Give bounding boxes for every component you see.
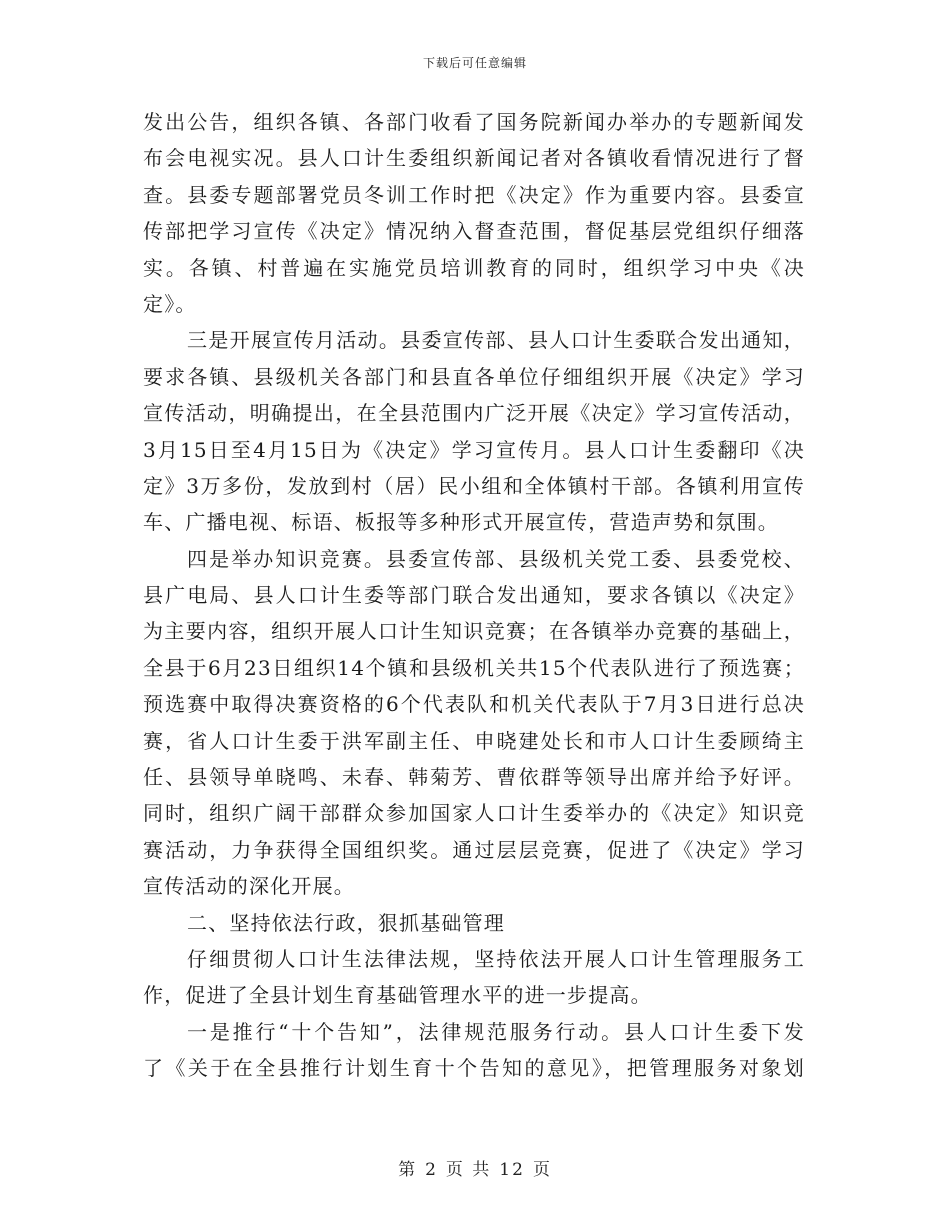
text-line: 预选赛中取得决赛资格的6个代表队和机关代表队于7月3日进行总决 — [143, 692, 805, 717]
text-line: 宣传活动的深化开展。 — [143, 874, 355, 899]
paragraph-start-line: 仔细贯彻人口计生法律法规，坚持依法开展人口计生管理服务工 — [187, 946, 805, 971]
text-line: 了《关于在全县推行计划生育十个告知的意见》，把管理服务对象划 — [143, 1056, 805, 1081]
text-line: 查。县委专题部署党员冬训工作时把《决定》作为重要内容。县委宣 — [143, 182, 805, 207]
page-label-suffix: 页 — [532, 1160, 552, 1180]
text-line: 定》。 — [143, 291, 197, 316]
section-heading: 二、坚持依法行政，狠抓基础管理 — [187, 910, 505, 935]
text-line: 作，促进了全县计划生育基础管理水平的进一步提高。 — [143, 983, 652, 1008]
page-label-mid: 页 共 — [445, 1160, 492, 1180]
text-line: 县广电局、县人口计生委等部门联合发出通知，要求各镇以《决定》 — [143, 583, 805, 608]
text-line: 定》3万多份，发放到村（居）民小组和全体镇村干部。各镇利用宣传 — [143, 473, 805, 498]
text-line: 3月15日至4月15日为《决定》学习宣传月。县人口计生委翻印《决 — [143, 437, 805, 462]
text-line: 为主要内容，组织开展人口计生知识竞赛；在各镇举办竞赛的基础上， — [143, 619, 805, 644]
document-body — [143, 104, 805, 1087]
text-line: 宣传活动，明确提出，在全县范围内广泛开展《决定》学习宣传活动， — [143, 401, 805, 426]
paragraph-start-line: 一是推行“十个告知”，法律规范服务行动。县人口计生委下发 — [187, 1019, 805, 1044]
text-line: 赛，省人口计生委于洪军副主任、申晓建处长和市人口计生委顾绮主 — [143, 728, 805, 753]
paragraph-start-line: 四是举办知识竞赛。县委宣传部、县级机关党工委、县委党校、 — [187, 546, 805, 571]
text-line: 任、县领导单晓鸣、未春、韩菊芳、曹依群等领导出席并给予好评。 — [143, 765, 805, 790]
text-line: 传部把学习宣传《决定》情况纳入督查范围，督促基层党组织仔细落 — [143, 219, 805, 244]
total-pages-number: 12 — [499, 1160, 525, 1180]
text-line: 车、广播电视、标语、板报等多种形式开展宣传，营造声势和氛围。 — [143, 510, 779, 535]
text-line: 实。各镇、村普遍在实施党员培训教育的同时，组织学习中央《决 — [143, 255, 805, 280]
text-line: 布会电视实况。县人口计生委组织新闻记者对各镇收看情况进行了督 — [143, 146, 805, 171]
text-line: 同时，组织广阔干部群众参加国家人口计生委举办的《决定》知识竞 — [143, 801, 805, 826]
text-line: 赛活动，力争获得全国组织奖。通过层层竞赛，促进了《决定》学习 — [143, 837, 805, 862]
text-line: 全县于6月23日组织14个镇和县级机关共15个代表队进行了预选赛； — [143, 655, 805, 680]
text-line: 要求各镇、县级机关各部门和县直各单位仔细组织开展《决定》学习 — [143, 364, 805, 389]
current-page-number: 2 — [425, 1160, 438, 1180]
paragraph-start-line: 三是开展宣传月活动。县委宣传部、县人口计生委联合发出通知， — [187, 328, 805, 353]
text-line: 发出公告，组织各镇、各部门收看了国务院新闻办举办的专题新闻发 — [143, 110, 805, 134]
page-footer — [0, 1155, 950, 1180]
page-header: 下载后可任意编辑 — [422, 56, 527, 70]
page-label-prefix: 第 — [398, 1160, 418, 1180]
